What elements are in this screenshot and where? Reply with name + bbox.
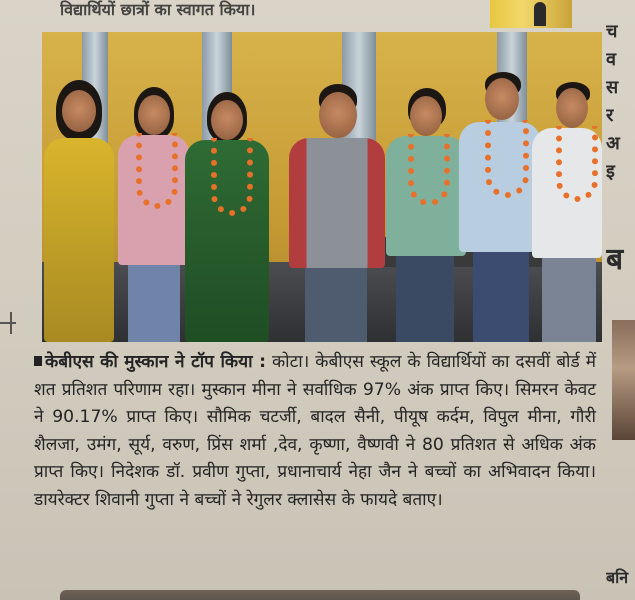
person-student [532,82,602,342]
group-photo [42,32,602,342]
previous-article-fragment: विद्यार्थियों छात्रों का स्वागत किया। [60,0,256,19]
person-student [177,92,272,342]
person-teacher [44,80,114,342]
adjacent-char: व [606,49,617,70]
crop-mark [0,322,16,324]
adjacent-char: च [606,21,618,42]
adjacent-char: र [606,105,614,126]
adjacent-photo [612,320,635,440]
person-student [382,88,467,342]
person-director [287,84,387,342]
article-body: कोटा। केबीएस स्कूल के विद्यार्थियों का दसवीं बोर्ड में शत प्रतिशत परिणाम रहा। मुस्कान मीना ने सर्वाधिक 97% अंक प्राप्त किए। सिमरन केवट ने 90.17% प्राप्त किए। सौमिक चटर्जी, बादल सैनी, पीयूष कर्दम, विपुल मीना, गौरी शैलजा, उमंग, सूर्य, वरुण, प्रिंस शर्मा ,देव, कृष्णा, वैष्णवी ने 80 प्रतिशत से अधिक अंक प्राप्त किए। निदेशक डॉ. प्रवीण गुप्ता, प्रधानाचार्य नेहा जैन ने बच्चों का अभिवादन किया। डायरेक्टर शिवानी गुप्ता ने बच्चों ने रेगुलर क्लासेस के फायदे बताए। [34,352,596,510]
adjacent-char: ब [606,242,624,277]
top-advert-image [490,0,572,28]
crop-mark [10,312,12,334]
adjacent-char: अ [606,133,620,154]
figure-silhouette [534,2,546,26]
bullet-icon [34,356,42,366]
next-article-image-edge [60,590,580,600]
adjacent-char: इ [606,161,615,182]
news-article [34,349,596,515]
adjacent-bottom-text: बनि [606,568,629,587]
person-student [457,72,542,342]
article-headline: केबीएस की मुस्कान ने टॉप किया : [45,352,266,372]
adjacent-char: स [606,77,619,98]
adjacent-column [606,18,635,600]
